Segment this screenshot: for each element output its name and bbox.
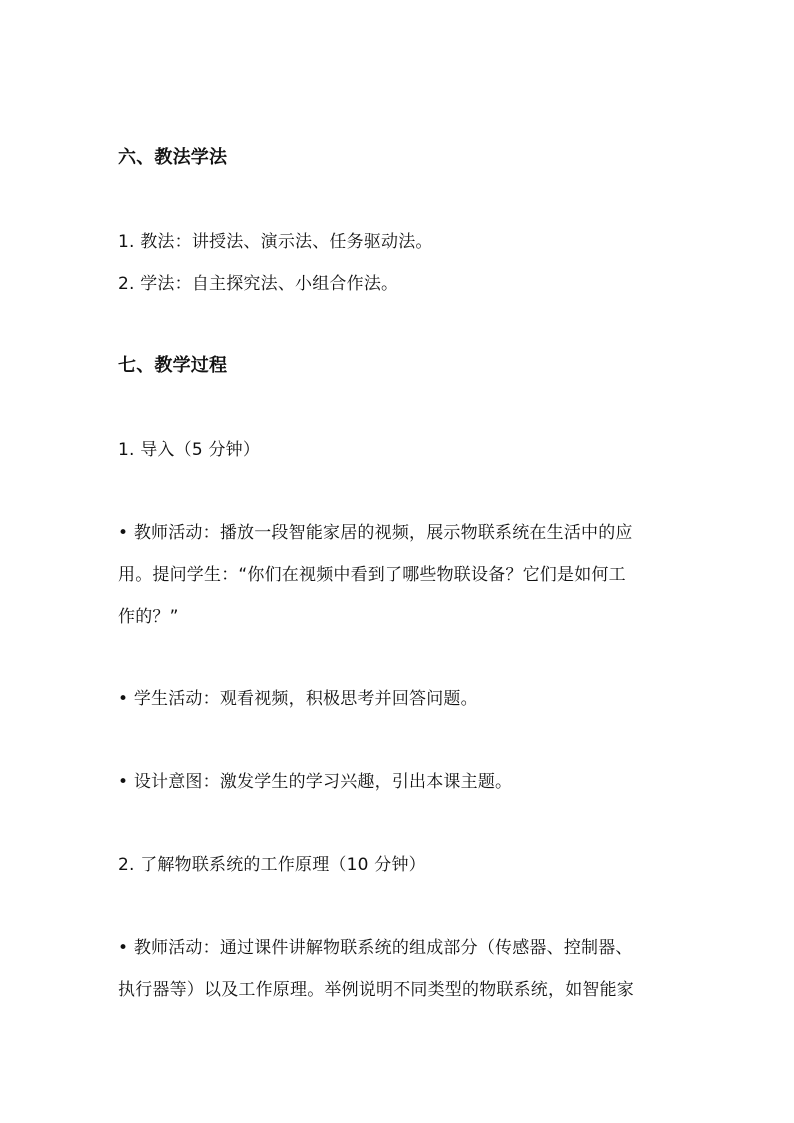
student-activity-line: • 学生活动：观看视频，积极思考并回答问题。	[118, 689, 478, 709]
principle-teacher-activity-line-2: 执行器等）以及工作原理。举例说明不同类型的物联系统，如智能家	[118, 980, 634, 1000]
process-step-introduction: 1. 导入（5 分钟）	[118, 440, 261, 460]
learning-method-item: 2. 学法：自主探究法、小组合作法。	[118, 274, 399, 294]
section-heading-teaching-process: 七、教学过程	[118, 355, 228, 376]
process-step-working-principle: 2. 了解物联系统的工作原理（10 分钟）	[118, 855, 426, 875]
design-intent-line: • 设计意图：激发学生的学习兴趣，引出本课主题。	[118, 772, 513, 792]
section-heading-teaching-methods: 六、教法学法	[118, 147, 228, 168]
teacher-activity-line-1: • 教师活动：播放一段智能家居的视频，展示物联系统在生活中的应	[118, 523, 633, 543]
teaching-method-item: 1. 教法：讲授法、演示法、任务驱动法。	[118, 232, 433, 252]
teacher-activity-line-2: 用。提问学生：“你们在视频中看到了哪些物联设备？它们是如何工	[118, 565, 626, 585]
teacher-activity-line-3: 作的？”	[118, 607, 179, 627]
principle-teacher-activity-line-1: • 教师活动：通过课件讲解物联系统的组成部分（传感器、控制器、	[118, 938, 633, 958]
